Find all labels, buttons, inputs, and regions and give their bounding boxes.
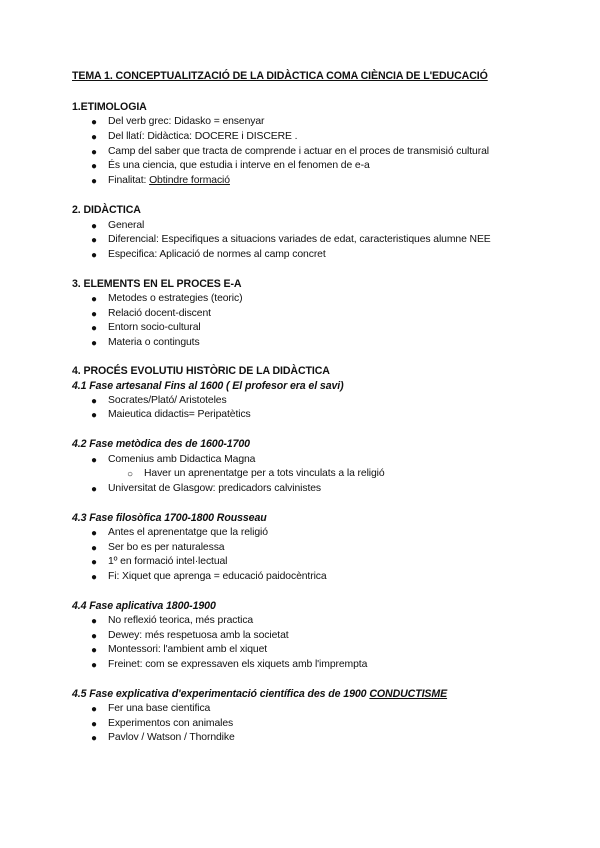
list-item: Maieutica didactis= Peripatètics (108, 409, 251, 420)
list-item: Materia o continguts (108, 337, 200, 348)
bullet-icon: ● (91, 645, 98, 656)
bullet-icon: ● (91, 572, 98, 583)
section-heading-elements: 3. ELEMENTS EN EL PROCES E-A (72, 278, 242, 290)
list-item: Freinet: com se expressaven els xiquets amb l'imprempta (108, 659, 368, 670)
bullet-icon: ● (91, 132, 98, 143)
sub-bullet-icon: ○ (127, 469, 134, 480)
list-item-finalitat (108, 175, 230, 186)
list-item: Pavlov / Watson / Thorndike (108, 732, 235, 743)
bullet-icon: ● (91, 616, 98, 627)
list-item: Ser bo es per naturalessa (108, 542, 225, 553)
list-item: Entorn socio-cultural (108, 322, 201, 333)
list-item: Relació docent-discent (108, 308, 211, 319)
bullet-icon: ● (91, 528, 98, 539)
list-item: Del verb grec: Didasko = ensenyar (108, 116, 265, 127)
bullet-icon: ● (91, 250, 98, 261)
bullet-icon: ● (91, 221, 98, 232)
list-item: Montessori: l'ambient amb el xiquet (108, 644, 268, 655)
bullet-icon: ● (91, 309, 98, 320)
list-item: Metodes o estrategies (teoric) (108, 293, 243, 304)
list-item: Antes el aprenentatge que la religió (108, 527, 268, 538)
bullet-icon: ● (91, 543, 98, 554)
subsection-heading-4-1: 4.1 Fase artesanal Fins al 1600 ( El profesor era el savi) (72, 380, 344, 392)
list-item: Comenius amb Didactica Magna (108, 454, 256, 465)
bullet-icon: ● (91, 338, 98, 349)
bullet-icon: ● (91, 719, 98, 730)
list-item: Del llatí: Didàctica: DOCERE i DISCERE . (108, 131, 298, 142)
list-item: Camp del saber que tracta de comprende i actuar en el proces de transmisió cultural (108, 146, 489, 157)
list-item: Especifica: Aplicació de normes al camp concret (108, 249, 326, 260)
conductisme-link[interactable]: CONDUCTISME (369, 688, 448, 700)
list-item: Diferencial: Especifiques a situacions variades de edat, caracteristiques alumne NEE (108, 234, 491, 245)
bullet-icon: ● (91, 557, 98, 568)
finalitat-label: Finalitat: (108, 175, 150, 186)
list-item: Fi: Xiquet que aprenga = educació paidocèntrica (108, 571, 327, 582)
bullet-icon: ● (91, 235, 98, 246)
bullet-icon: ● (91, 323, 98, 334)
bullet-icon: ● (91, 117, 98, 128)
bullet-icon: ● (91, 631, 98, 642)
bullet-icon: ● (91, 660, 98, 671)
list-item: General (108, 220, 145, 231)
finalitat-link[interactable]: Obtindre formació (149, 175, 230, 186)
bullet-icon: ● (91, 484, 98, 495)
list-item: Dewey: més respetuosa amb la societat (108, 630, 289, 641)
bullet-icon: ● (91, 455, 98, 466)
list-item: Socrates/Plató/ Aristoteles (108, 395, 227, 406)
bullet-icon: ● (91, 396, 98, 407)
bullet-icon: ● (91, 161, 98, 172)
bullet-icon: ● (91, 704, 98, 715)
list-item: No reflexió teorica, més practica (108, 615, 254, 626)
bullet-icon: ● (91, 294, 98, 305)
section-heading-proces: 4. PROCÉS EVOLUTIU HISTÒRIC DE LA DIDÀCTICA (72, 365, 330, 377)
list-item: Universitat de Glasgow: predicadors calvinistes (108, 483, 322, 494)
subsection-heading-4-5 (72, 688, 447, 700)
bullet-icon: ● (91, 147, 98, 158)
document-title: TEMA 1. CONCEPTUALITZACIÓ DE LA DIDÀCTICA COMA CIÈNCIA DE L'EDUCACIÓ (72, 70, 488, 82)
list-item: Experimentos con animales (108, 718, 234, 729)
subsection-heading-4-3: 4.3 Fase filosòfica 1700-1800 Rousseau (72, 512, 267, 524)
subsection-4-5-text: 4.5 Fase explicativa d'experimentació científica des de 1900 (72, 688, 370, 700)
bullet-icon: ● (91, 733, 98, 744)
subsection-heading-4-4: 4.4 Fase aplicativa 1800-1900 (72, 600, 216, 612)
list-item: 1º en formació intel·lectual (108, 556, 228, 567)
bullet-icon: ● (91, 176, 98, 187)
list-item: Fer una base cientifica (108, 703, 211, 714)
sub-list-item: Haver un aprenentatge per a tots vinculats a la religió (144, 468, 385, 479)
list-item: És una ciencia, que estudia i interve en el fenomen de e-a (108, 160, 370, 171)
subsection-heading-4-2: 4.2 Fase metòdica des de 1600-1700 (72, 438, 250, 450)
section-heading-didactica: 2. DIDÀCTICA (72, 204, 141, 216)
bullet-icon: ● (91, 410, 98, 421)
section-heading-etimologia: 1.ETIMOLOGIA (72, 101, 147, 113)
